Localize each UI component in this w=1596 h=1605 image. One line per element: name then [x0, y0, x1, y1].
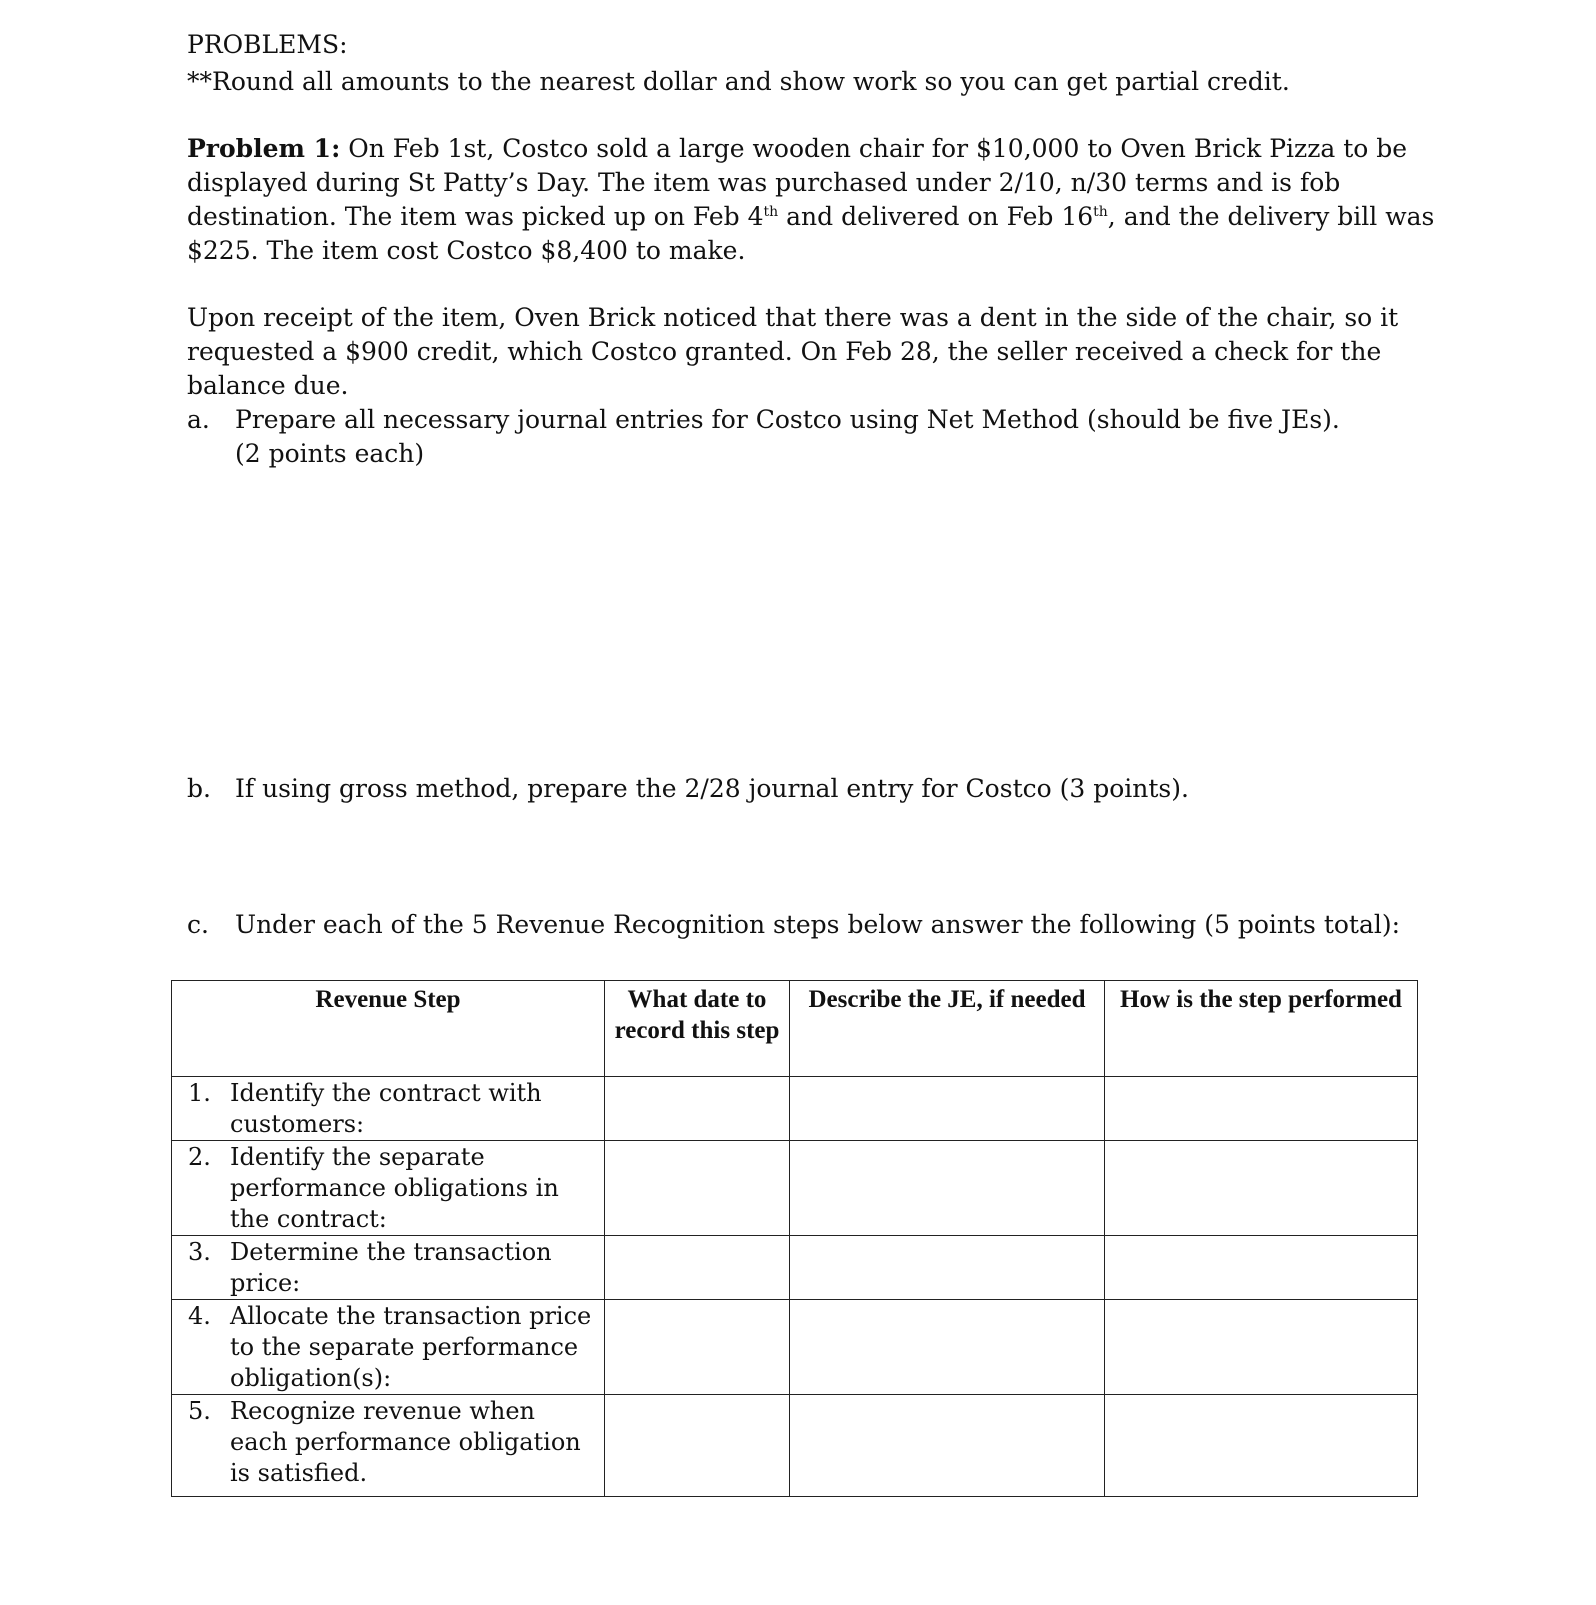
step-cell: [172, 1141, 605, 1236]
question-b-label: b.: [187, 774, 211, 803]
answer-cell-date[interactable]: [605, 1077, 790, 1141]
answer-cell-how[interactable]: [1105, 1141, 1418, 1236]
answer-cell-how[interactable]: [1105, 1077, 1418, 1141]
question-b-text: If using gross method, prepare the 2/28 journal entry for Costco (3 points).: [235, 774, 1189, 803]
problem1-line3-part-a: destination. The item was picked up on Feb 4: [187, 202, 764, 231]
rounding-note: **Round all amounts to the nearest dollar and show work so you can get partial credit.: [187, 67, 1290, 96]
question-c-text: Under each of the 5 Revenue Recognition steps below answer the following (5 points total):: [235, 910, 1401, 939]
header-how-performed: How is the step performed: [1105, 981, 1418, 1077]
table-row: [172, 1236, 1418, 1300]
answer-cell-how[interactable]: [1105, 1300, 1418, 1395]
problem1-line1: [187, 132, 1407, 166]
answer-cell-je[interactable]: [790, 1300, 1105, 1395]
answer-cell-date[interactable]: [605, 1236, 790, 1300]
step-cell: [172, 1077, 605, 1141]
answer-cell-date[interactable]: [605, 1141, 790, 1236]
answer-cell-date[interactable]: [605, 1395, 790, 1497]
table-row: [172, 1077, 1418, 1141]
step-text: Allocate the transaction price to the separate performance obligation(s):: [230, 1302, 592, 1392]
table-row: [172, 1141, 1418, 1236]
answer-cell-date[interactable]: [605, 1300, 790, 1395]
header-describe-je: Describe the JE, if needed: [790, 981, 1105, 1077]
question-a-line1: Prepare all necessary journal entries for Costco using Net Method (should be five JEs).: [235, 405, 1340, 434]
table-header-row: [172, 981, 1418, 1077]
step-cell: [172, 1300, 605, 1395]
step-number: 4.: [188, 1302, 211, 1330]
step-text: Recognize revenue when each performance obligation is satisfied.: [230, 1397, 581, 1487]
step-number: 1.: [188, 1079, 211, 1107]
ordinal-suffix: th: [1093, 204, 1108, 220]
step-number: 2.: [188, 1143, 211, 1171]
answer-cell-je[interactable]: [790, 1236, 1105, 1300]
problem1-line3-part-c: , and the delivery bill was: [1107, 202, 1435, 231]
problem1-para2-line1: Upon receipt of the item, Oven Brick noticed that there was a dent in the side of the chair, so it: [187, 303, 1399, 332]
header-revenue-step: Revenue Step: [172, 981, 605, 1077]
problem1-line3: [187, 200, 1434, 234]
step-cell: [172, 1236, 605, 1300]
table-row: [172, 1395, 1418, 1497]
question-a-line2: (2 points each): [235, 439, 425, 468]
question-a-label: a.: [187, 405, 210, 434]
step-text: Determine the transaction price:: [230, 1238, 552, 1297]
step-text: Identify the contract with customers:: [230, 1079, 542, 1138]
header-record-date: What date to record this step: [605, 981, 790, 1077]
question-c-label: c.: [187, 910, 209, 939]
step-number: 3.: [188, 1238, 211, 1266]
table-row: [172, 1300, 1418, 1395]
answer-cell-je[interactable]: [790, 1077, 1105, 1141]
problem1-label: Problem 1:: [187, 134, 341, 163]
ordinal-suffix: th: [763, 204, 779, 220]
step-number: 5.: [188, 1397, 211, 1425]
answer-cell-how[interactable]: [1105, 1236, 1418, 1300]
problem1-line2: displayed during St Patty’s Day. The item was purchased under 2/10, n/30 terms and is fob: [187, 168, 1341, 197]
problem1-para2-line2: requested a $900 credit, which Costco granted. On Feb 28, the seller received a check for the: [187, 337, 1382, 366]
step-cell: [172, 1395, 605, 1497]
answer-cell-how[interactable]: [1105, 1395, 1418, 1497]
problem1-line4: $225. The item cost Costco $8,400 to make.: [187, 236, 746, 265]
revenue-steps-table: [171, 980, 1418, 1497]
answer-cell-je[interactable]: [790, 1395, 1105, 1497]
problem1-para2-line3: balance due.: [187, 371, 349, 400]
problem1-line3-part-b: and delivered on Feb 16: [778, 202, 1094, 231]
step-text: Identify the separate performance obligations in the contract:: [230, 1143, 559, 1233]
answer-cell-je[interactable]: [790, 1141, 1105, 1236]
page-title: PROBLEMS:: [187, 30, 348, 59]
problem1-line1-text: On Feb 1st, Costco sold a large wooden chair for $10,000 to Oven Brick Pizza to be: [348, 134, 1408, 163]
